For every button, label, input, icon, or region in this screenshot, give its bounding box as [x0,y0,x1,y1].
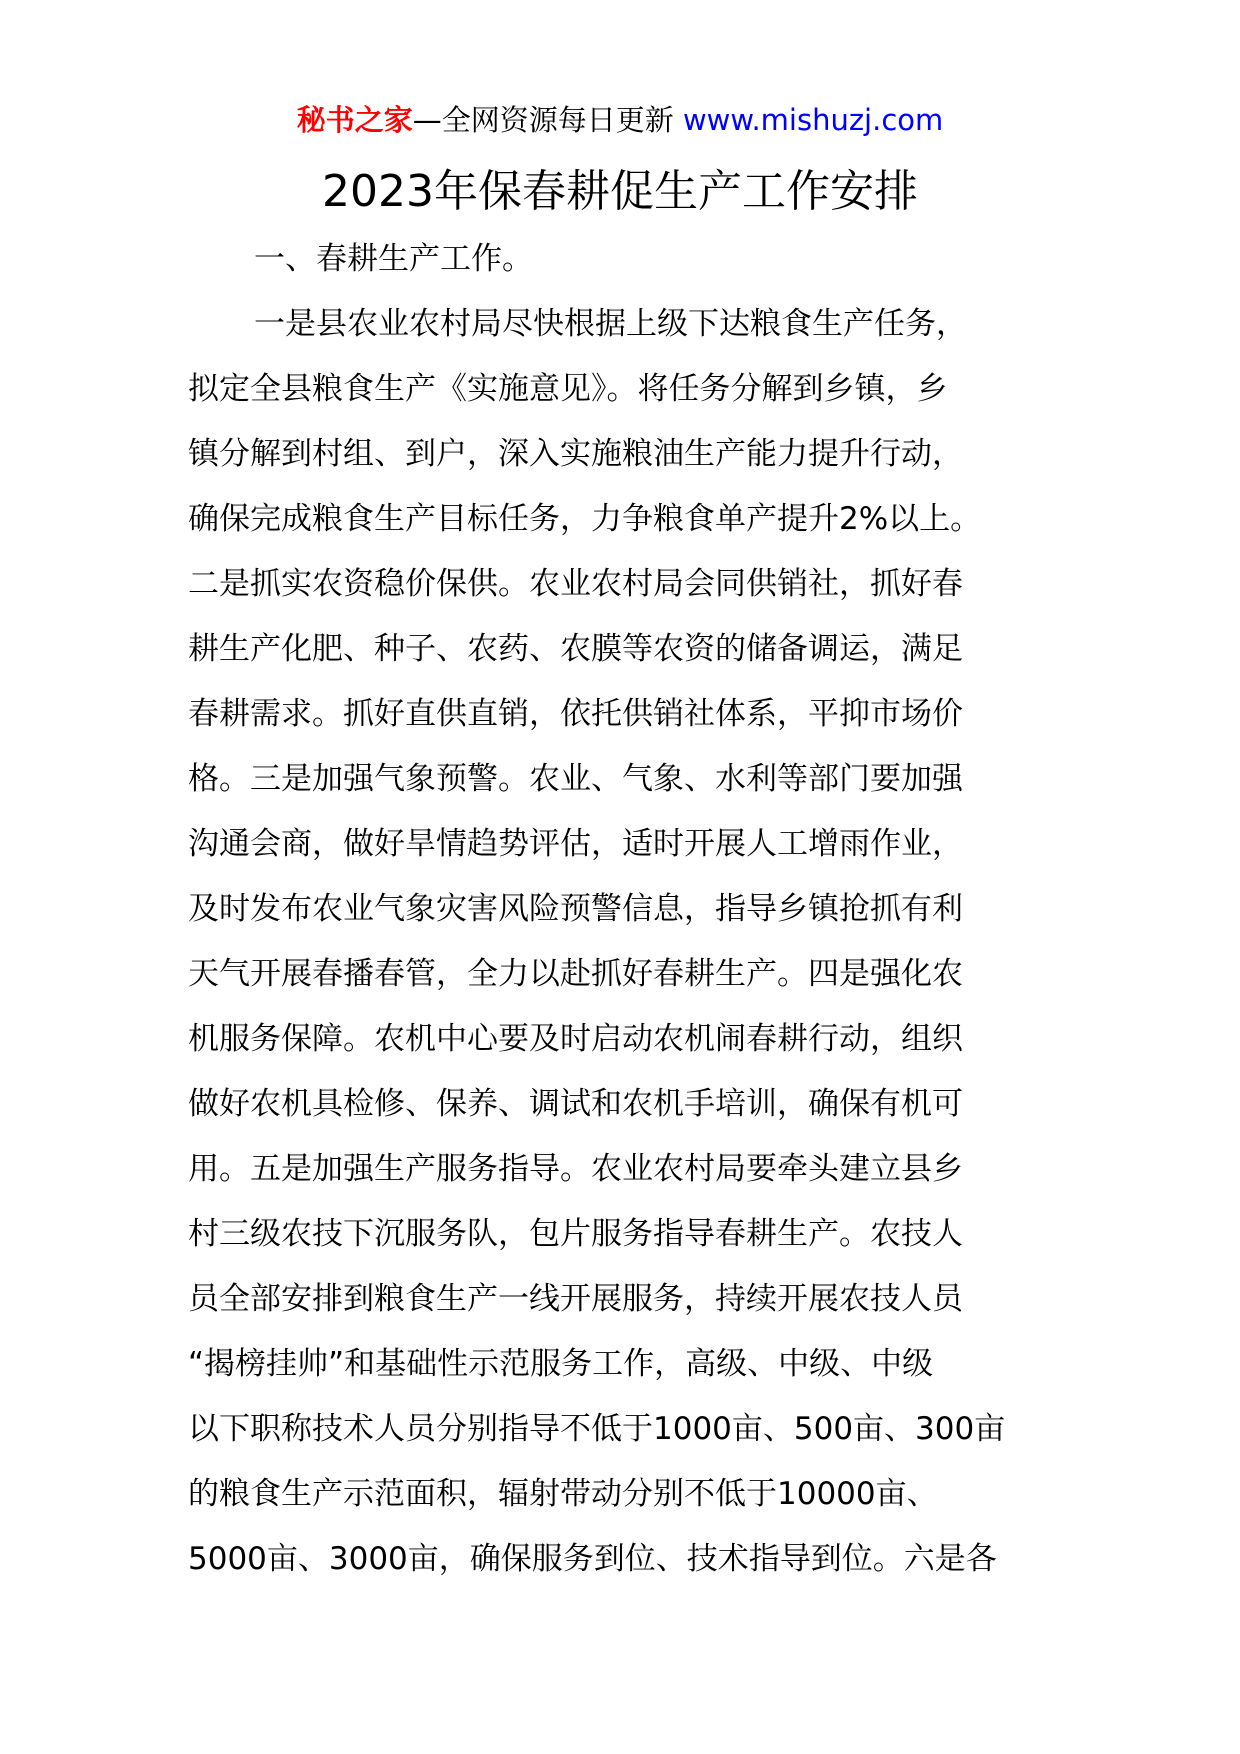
body-line: 村三级农技下沉服务队，包片服务指导春耕生产。农技人 [188,1216,963,1252]
body-line: 5000亩、3000亩，确保服务到位、技术指导到位。六是各 [188,1541,997,1577]
body-line: 春耕需求。抓好直供直销，依托供销社体系，平抑市场价 [188,696,963,732]
site-url-link[interactable]: www.mishuzj.com [682,103,944,137]
document-body [188,227,1088,1592]
site-header [0,100,1240,140]
body-line: 的粮食生产示范面积，辐射带动分别不低于10000亩、 [188,1476,938,1512]
body-line: 员全部安排到粮食生产一线开展服务，持续开展农技人员 [188,1281,963,1317]
section-heading: 一、春耕生产工作。 [254,241,533,277]
body-line: 耕生产化肥、种子、农药、农膜等农资的储备调运，满足 [188,631,963,667]
body-line: 用。五是加强生产服务指导。农业农村局要牵头建立县乡 [188,1151,963,1187]
document-title: 2023年保春耕促生产工作安排 [322,166,918,217]
body-line: “揭榜挂帅”和基础性示范服务工作，高级、中级、中级 [188,1346,934,1382]
site-name: 秘书之家 [296,103,413,137]
body-line: 一是县农业农村局尽快根据上级下达粮食生产任务， [254,306,967,342]
body-line: 二是抓实农资稳价保供。农业农村局会同供销社，抓好春 [188,566,963,602]
body-line: 天气开展春播春管，全力以赴抓好春耕生产。四是强化农 [188,956,963,992]
body-line: 及时发布农业气象灾害风险预警信息，指导乡镇抢抓有利 [188,891,963,927]
body-line: 镇分解到村组、到户，深入实施粮油生产能力提升行动， [188,436,963,472]
body-line: 拟定全县粮食生产《实施意见》。将任务分解到乡镇，乡 [188,371,948,407]
body-line: 以下职称技术人员分别指导不低于1000亩、500亩、300亩 [188,1411,1006,1447]
body-line: 沟通会商，做好旱情趋势评估，适时开展人工增雨作业， [188,826,963,862]
site-tagline: —全网资源每日更新 [412,103,674,137]
body-line: 确保完成粮食生产目标任务，力争粮食单产提升2%以上。 [188,501,982,537]
body-line: 格。三是加强气象预警。农业、气象、水利等部门要加强 [188,761,963,797]
body-line: 做好农机具检修、保养、调试和农机手培训，确保有机可 [188,1086,963,1122]
body-line: 机服务保障。农机中心要及时启动农机闹春耕行动，组织 [188,1021,963,1057]
